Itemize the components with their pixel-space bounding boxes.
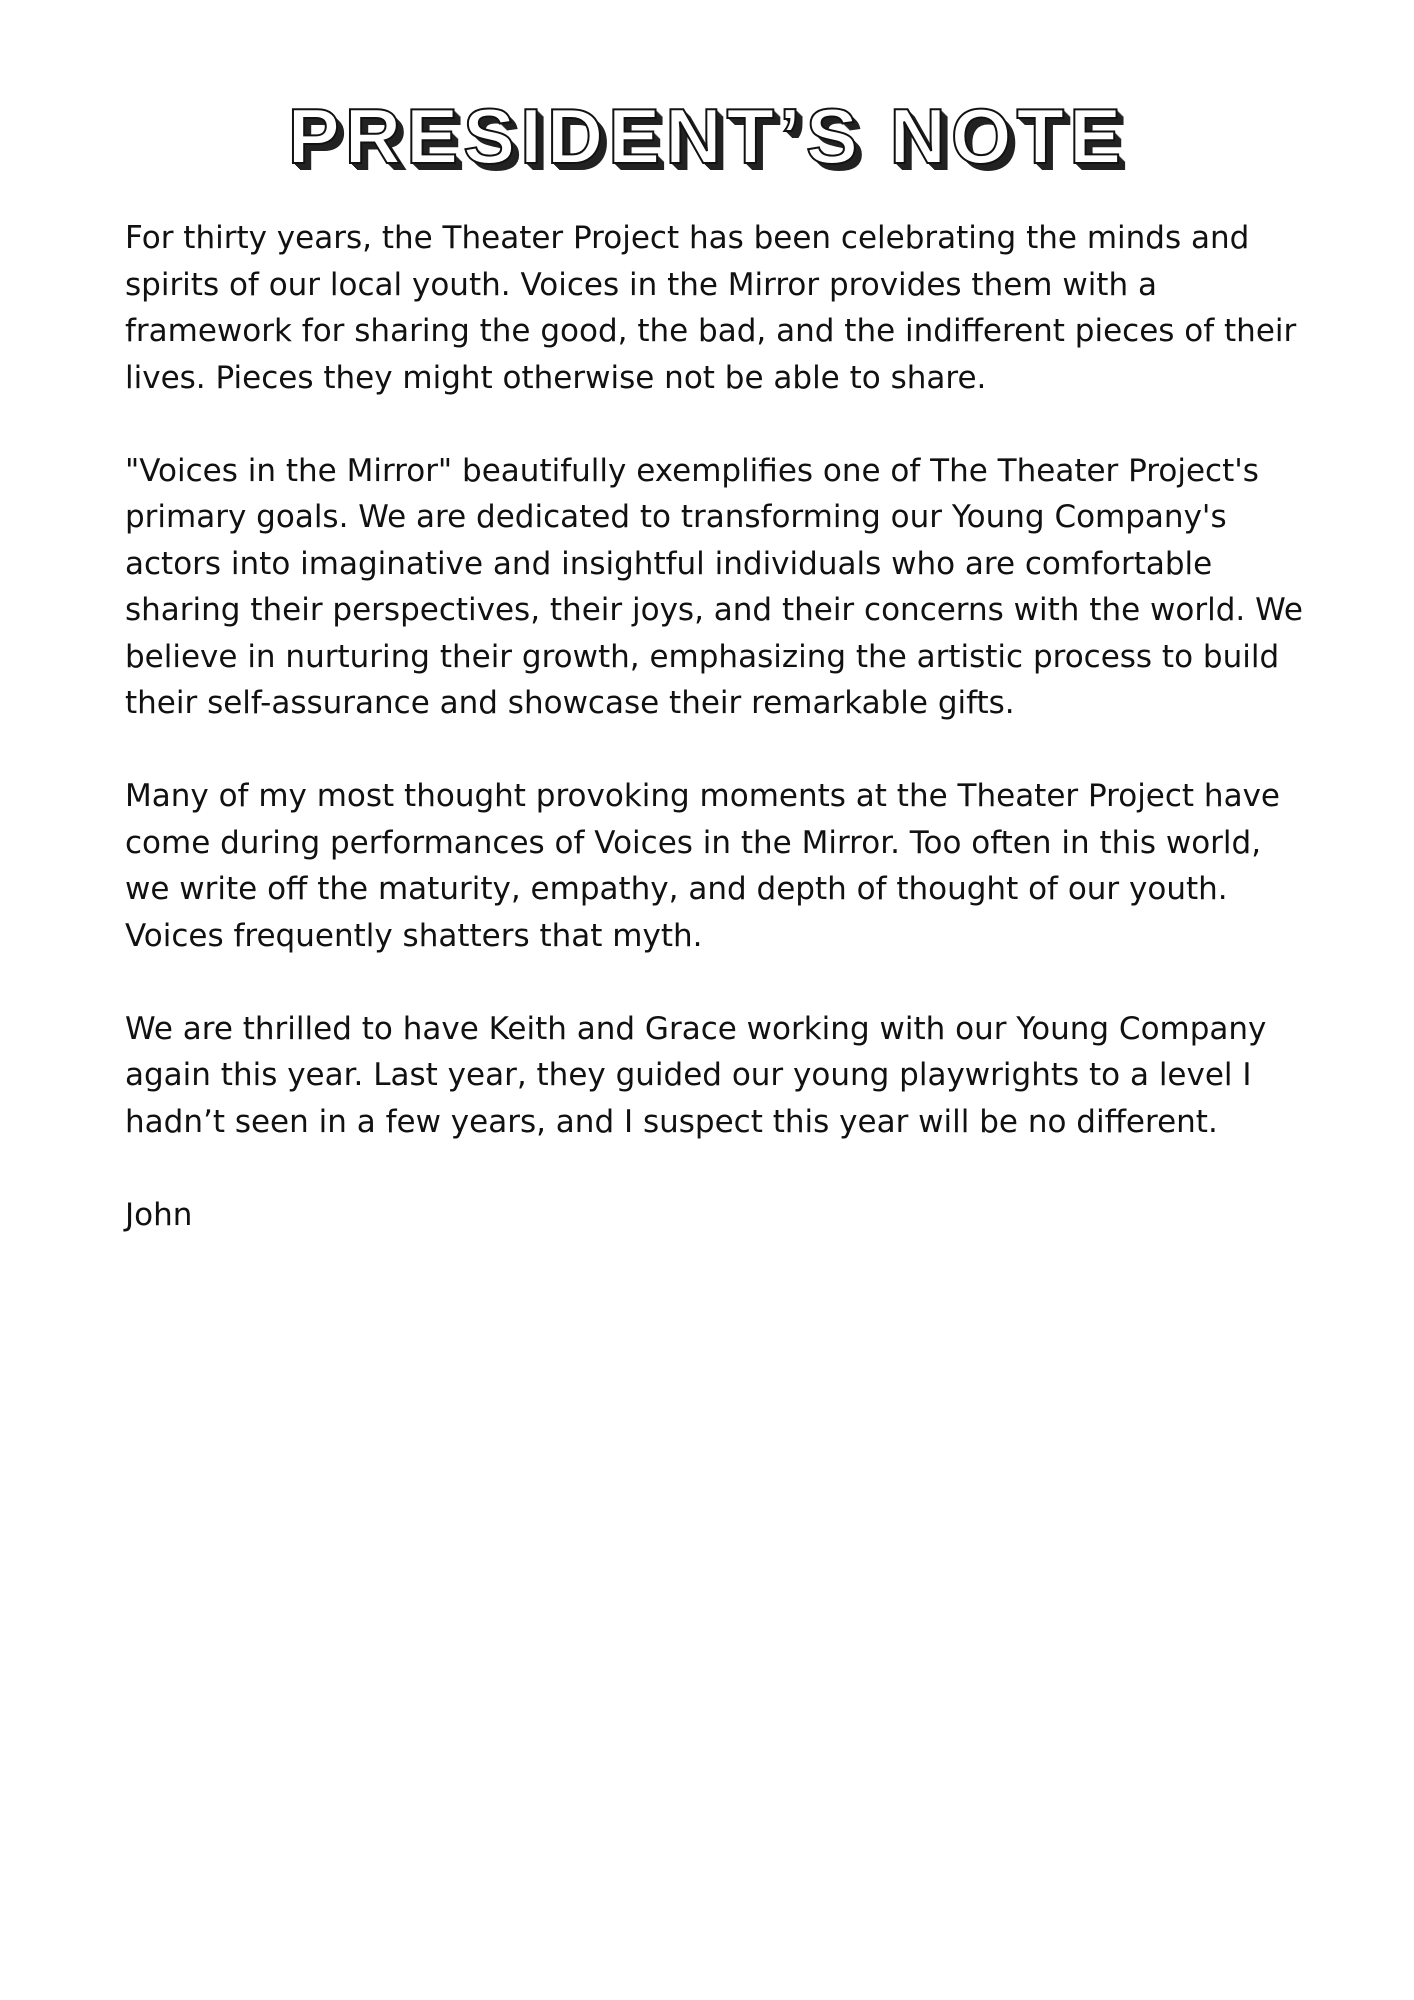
paragraph-intro: For thirty years, the Theater Project has been celebrating the minds and spirits of our local youth. Voices in the Mirror provides them with a framework for sharing the good, the bad, and the indifferent pieces of their lives. Pieces they might otherwise not be able to share. bbox=[125, 220, 1297, 396]
paragraph-goals: "Voices in the Mirror" beautifully exemplifies one of The Theater Project's primary goals. We are dedicated to transforming our Young Company's actors into imaginative and insightful individuals who are comfortable sharing their perspectives, their joys, and their concerns with the world. We believe in nurturing their growth, emphasizing the artistic process to build their self-assurance and showcase their remarkable gifts. bbox=[125, 452, 1303, 721]
paragraph-moments: Many of my most thought provoking moments at the Theater Project have come during performances of Voices in the Mirror. Too often in this world, we write off the maturity, empathy, and depth of thought of our youth. Voices frequently shatters that myth. bbox=[125, 778, 1280, 954]
page-title: PRESIDENT’S NOTE bbox=[287, 92, 1127, 180]
letter-body bbox=[125, 215, 1305, 1238]
paragraph-thanks: We are thrilled to have Keith and Grace working with our Young Company again this year. Last year, they guided our young playwrights to a level I hadn’t seen in a few years, and I suspect this year will be no different. bbox=[125, 1010, 1267, 1140]
signature: John bbox=[125, 1196, 193, 1233]
